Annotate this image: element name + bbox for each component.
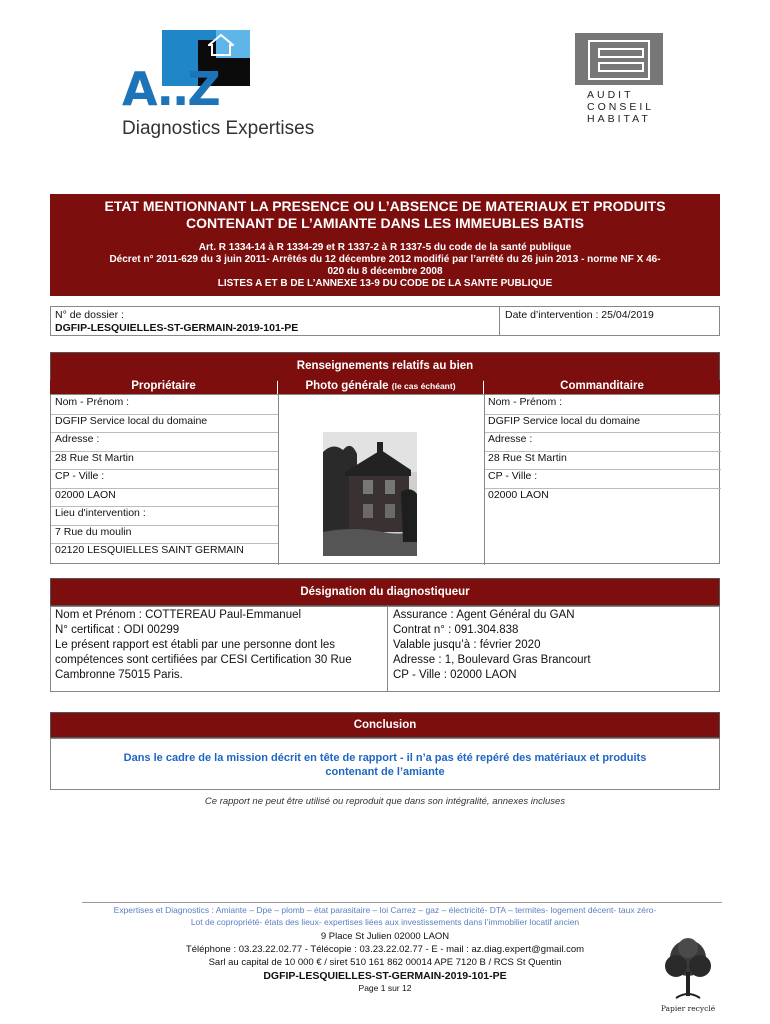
commanditaire-line: DGFIP Service local du domaine (488, 415, 641, 427)
ach-word-audit: AUDIT (587, 89, 634, 101)
ach-emblem (575, 33, 663, 85)
dossier-row (50, 306, 720, 336)
az-logo (112, 28, 322, 140)
logo-az-text: A..Z (122, 62, 219, 116)
audit-conseil-habitat-logo (573, 33, 665, 127)
commanditaire-heading: Commanditaire (484, 380, 720, 394)
ach-word-habitat: HABITAT (587, 113, 651, 125)
legal-ref-2: Décret n° 2011-629 du 3 juin 2011- Arrêtés du 12 décembre 2012 modifié par l’arrêté du 26 juin 2013 - norme NF X 46- (109, 254, 661, 265)
proprietaire-line: Lieu d'intervention : (55, 507, 146, 519)
conclusion-heading: Conclusion (50, 712, 720, 738)
diagnostiqueur-table (50, 606, 720, 692)
dossier-label: N° de dossier : (55, 309, 124, 321)
recycled-paper-label: Papier recyclé (660, 1004, 716, 1013)
insurance-line: Valable jusqu’à : février 2020 (393, 639, 541, 651)
dossier-value: DGFIP-LESQUIELLES-ST-GERMAIN-2019-101-PE (55, 322, 299, 334)
page-number: Page 1 sur 12 (358, 983, 412, 993)
diagnostiqueur-identity (55, 608, 377, 683)
column-divider (278, 395, 279, 565)
dossier-number (55, 309, 298, 335)
footer-dossier: DGFIP-LESQUIELLES-ST-GERMAIN-2019-101-PE (263, 970, 507, 982)
document-title-banner (50, 194, 720, 296)
commanditaire-line: Nom - Prénom : (488, 396, 563, 408)
insurance-line: Contrat n° : 091.304.838 (393, 624, 519, 636)
footer (60, 904, 710, 994)
proprietaire-line: 28 Rue St Martin (55, 452, 134, 464)
legal-ref-4: LISTES A ET B DE L’ANNEXE 13-9 DU CODE DE LA SANTE PUBLIQUE (217, 278, 553, 289)
footer-address: 9 Place St Julien 02000 LAON (320, 931, 450, 942)
insurance-line: Adresse : 1, Boulevard Gras Brancourt (393, 654, 591, 666)
diagnostiqueur-certification-text: Le présent rapport est établi par une personne dont les compétences sont certifiées par CESI Certification 30 Rue Cambronne 75015 Paris. (55, 639, 352, 681)
property-photo (323, 432, 417, 556)
legal-ref-1: Art. R 1334-14 à R 1334-29 et R 1337-2 à R 1337-5 du code de la santé publique (198, 242, 572, 253)
proprietaire-line: Adresse : (55, 433, 100, 445)
proprietaire-line: Nom - Prénom : (55, 396, 130, 408)
insurance-line: CP - Ville : 02000 LAON (393, 669, 517, 681)
commanditaire-line: CP - Ville : (488, 470, 538, 482)
tree-icon (660, 936, 716, 1002)
legal-references (50, 242, 720, 290)
proprietaire-line: 7 Rue du moulin (55, 526, 132, 538)
photo-heading-note: (le cas échéant) (391, 381, 456, 391)
conclusion-text (50, 738, 720, 790)
house-icon (208, 34, 234, 56)
photo-heading (278, 380, 483, 394)
diagnostiqueur-certificate: N° certificat : ODI 00299 (55, 624, 180, 636)
diagnostiqueur-heading: Désignation du diagnostiqueur (50, 578, 720, 606)
ach-word-conseil: CONSEIL (587, 101, 655, 113)
title-line-2: CONTENANT DE L’AMIANTE DANS LES IMMEUBLES BATIS (186, 215, 584, 231)
proprietaire-line: DGFIP Service local du domaine (55, 415, 208, 427)
column-divider (484, 395, 485, 565)
legal-ref-3: 020 du 8 décembre 2008 (327, 266, 443, 277)
footer-contact: Téléphone : 03.23.22.02.77 - Télécopie : 03.23.22.02.77 - E - mail : az.diag.expert@gmail.com (185, 944, 585, 955)
renseignements-heading: Renseignements relatifs au bien (50, 352, 720, 381)
conclusion-line-1: Dans le cadre de la mission décrit en tête de rapport - il n’a pas été repéré des matériaux et produits (123, 752, 647, 764)
commanditaire-line: Adresse : (488, 433, 533, 445)
diagnostiqueur-insurance (393, 608, 591, 683)
proprietaire-line: 02120 LESQUIELLES SAINT GERMAIN (55, 544, 244, 556)
footer-company-info: Sarl au capital de 10 000 € / siret 510 161 862 00014 APE 7120 B / RCS St Quentin (208, 957, 562, 968)
dossier-divider (499, 306, 500, 336)
insurance-line: Assurance : Agent Général du GAN (393, 609, 575, 621)
proprietaire-line: 02000 LAON (55, 489, 116, 501)
conclusion-line-2: contenant de l’amiante (325, 766, 445, 778)
photo-heading-label: Photo générale (305, 380, 389, 392)
title-line-1: ETAT MENTIONNANT LA PRESENCE OU L’ABSENCE DE MATERIAUX ET PRODUITS (104, 198, 666, 214)
proprietaire-line: CP - Ville : (55, 470, 105, 482)
footer-divider (82, 902, 722, 903)
integrity-notice: Ce rapport ne peut être utilisé ou reproduit que dans son intégralité, annexes incluses (204, 796, 566, 807)
commanditaire-line: 28 Rue St Martin (488, 452, 567, 464)
recycled-paper-logo (660, 936, 716, 1016)
footer-services-2: Lot de copropriété- états des lieux- expertises liées aux investissements dans l’immobilier locatif ancien (190, 917, 580, 927)
logo-az-subtitle: Diagnostics Expertises (122, 118, 315, 139)
column-divider (387, 607, 388, 691)
ach-words (587, 89, 654, 125)
proprietaire-heading: Propriétaire (50, 380, 277, 394)
diagnostiqueur-name: Nom et Prénom : COTTEREAU Paul-Emmanuel (55, 609, 302, 621)
footer-services-1: Expertises et Diagnostics : Amiante – Dpe – plomb – état parasitaire – loi Carrez – gaz – électricité- DTA – termites- logement décent- taux zéro- (113, 905, 657, 915)
commanditaire-line: 02000 LAON (488, 489, 549, 501)
intervention-date: Date d’intervention : 25/04/2019 (505, 309, 654, 321)
